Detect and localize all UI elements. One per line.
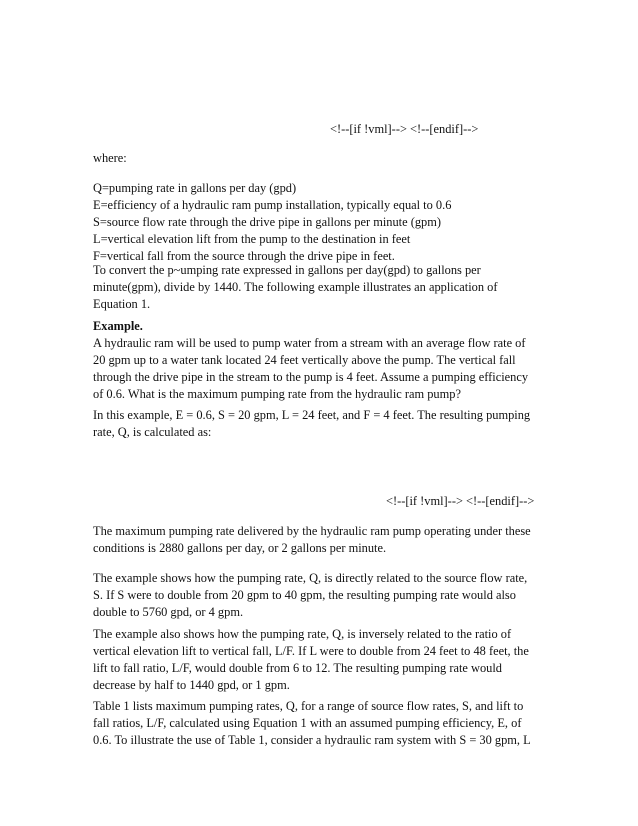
definition-s: S=source flow rate through the drive pipe in gallons per minute (gpm)	[93, 215, 441, 229]
convert-line-2: minute(gpm), divide by 1440. The following example illustrates an application of	[93, 280, 498, 294]
table-line-3: 0.6. To illustrate the use of Table 1, consider a hydraulic ram system with S = 30 gpm, L	[93, 733, 531, 747]
example-heading: Example.	[93, 319, 143, 333]
table-line-2: fall ratios, L/F, calculated using Equation 1 with an assumed pumping efficiency, E, of	[93, 716, 522, 730]
definition-e: E=efficiency of a hydraulic ram pump installation, typically equal to 0.6	[93, 198, 452, 212]
convert-line-1: To convert the p~umping rate expressed in gallons per day(gpd) to gallons per	[93, 263, 481, 277]
example-line-1: A hydraulic ram will be used to pump water from a stream with an average flow rate of	[93, 336, 526, 350]
direct-line-1: The example shows how the pumping rate, Q, is directly related to the source flow rate,	[93, 571, 528, 585]
definition-l: L=vertical elevation lift from the pump to the destination in feet	[93, 232, 411, 246]
definition-q: Q=pumping rate in gallons per day (gpd)	[93, 181, 297, 195]
table-line-1: Table 1 lists maximum pumping rates, Q, for a range of source flow rates, S, and lift to	[93, 699, 524, 713]
calc-line-1: In this example, E = 0.6, S = 20 gpm, L = 24 feet, and F = 4 feet. The resulting pumping	[93, 408, 531, 422]
inverse-line-1: The example also shows how the pumping rate, Q, is inversely related to the ratio of	[93, 627, 512, 641]
inverse-line-3: lift to fall ratio, L/F, would double from 6 to 12. The resulting pumping rate would	[93, 661, 502, 675]
inverse-line-4: decrease by half to 1440 gpd, or 1 gpm.	[93, 678, 290, 692]
example-line-2: 20 gpm up to a water tank located 24 feet vertically above the pump. The vertical fall	[93, 353, 516, 367]
direct-line-2: S. If S were to double from 20 gpm to 40 gpm, the resulting pumping rate would also	[93, 588, 516, 602]
result-line-1: The maximum pumping rate delivered by the hydraulic ram pump operating under these	[93, 524, 531, 538]
direct-line-3: double to 5760 gpd, or 4 gpm.	[93, 605, 244, 619]
definition-f: F=vertical fall from the source through the drive pipe in feet.	[93, 249, 395, 263]
convert-line-3: Equation 1.	[93, 297, 151, 311]
example-line-3: through the drive pipe in the stream to the pump is 4 feet. Assume a pumping efficiency	[93, 370, 529, 384]
example-line-4: of 0.6. What is the maximum pumping rate from the hydraulic ram pump?	[93, 387, 461, 401]
calc-line-2: rate, Q, is calculated as:	[93, 425, 212, 439]
result-line-2: conditions is 2880 gallons per day, or 2 gallons per minute.	[93, 541, 387, 555]
vml-comment-top: <!--[if !vml]--> <!--[endif]-->	[330, 122, 479, 136]
where-label: where:	[93, 151, 127, 165]
vml-comment-bottom: <!--[if !vml]--> <!--[endif]-->	[386, 494, 535, 508]
inverse-line-2: vertical elevation lift to vertical fall, L/F. If L were to double from 24 feet to 48 feet, the	[93, 644, 529, 658]
